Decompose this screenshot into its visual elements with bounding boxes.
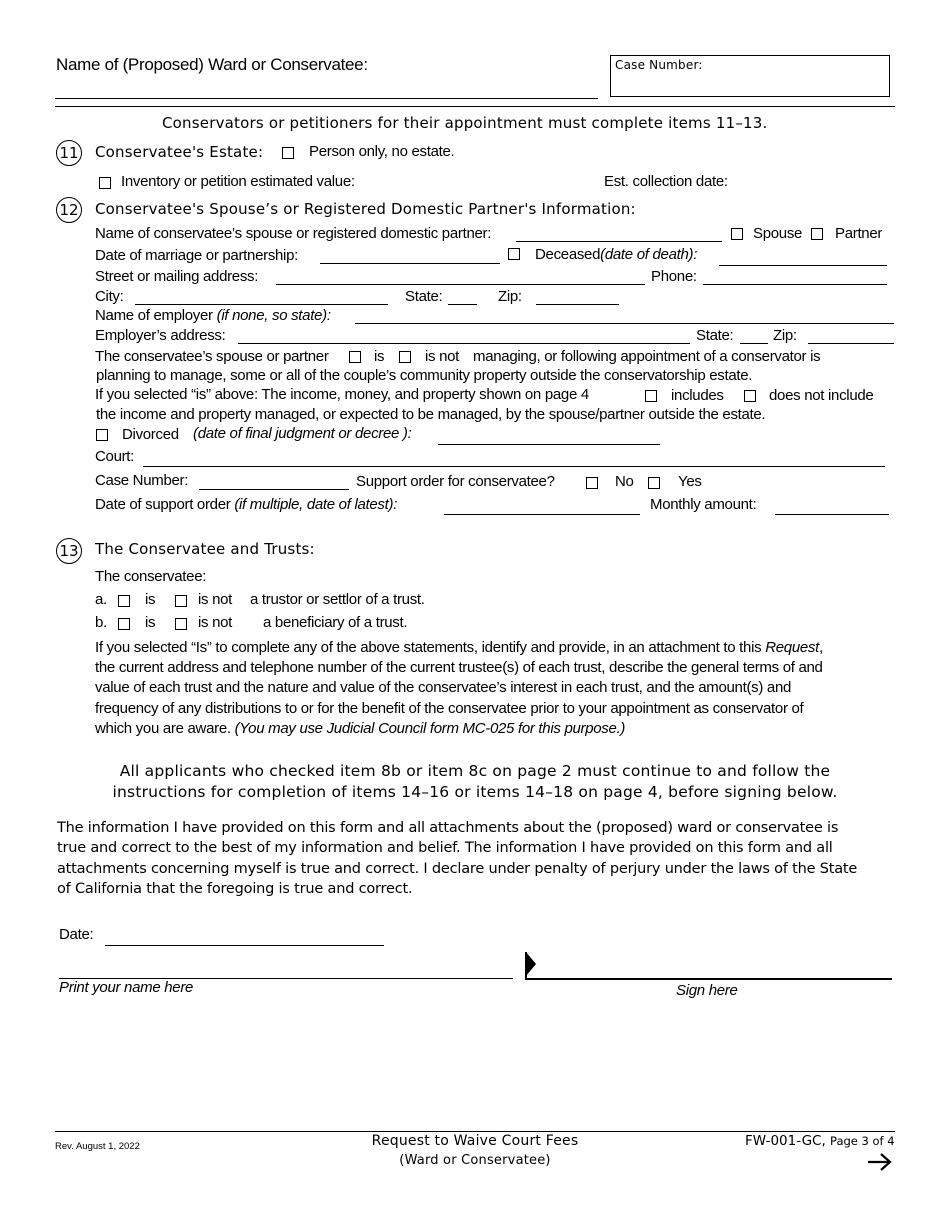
beneficiary-is-not-label: is not: [198, 614, 233, 631]
beneficiary-label: a beneficiary of a trust.: [263, 614, 408, 631]
date-field[interactable]: [105, 945, 384, 946]
beneficiary-is-checkbox[interactable]: [118, 618, 130, 630]
item-12-title: Conservatee's Spouse’s or Registered Domestic Partner's Information:: [95, 200, 636, 218]
not-include-label: does not include: [769, 387, 874, 404]
court-field[interactable]: [143, 466, 885, 467]
trust-para-line-4: frequency of any distributions to or for the benefit of the conservatee prior to your appointment as conservator of: [95, 700, 804, 717]
zip-field[interactable]: [536, 304, 619, 305]
item-13-number: 13: [56, 538, 82, 564]
phone-field[interactable]: [703, 284, 887, 285]
header-rule: [55, 106, 895, 107]
partner-label: Partner: [835, 225, 883, 242]
support-yes-label: Yes: [678, 473, 702, 490]
case-number-12-label: Case Number:: [95, 472, 189, 489]
support-no-checkbox[interactable]: [586, 477, 598, 489]
notice-line-2: instructions for completion of items 14–16 or items 14–18 on page 4, before signing below.: [112, 783, 838, 801]
form-id: FW-001-GC, Page 3 of 4: [745, 1133, 895, 1149]
state-field[interactable]: [448, 304, 477, 305]
state2-field[interactable]: [740, 343, 768, 344]
footer-title: Request to Waive Court Fees: [371, 1133, 579, 1149]
date-support-label: Date of support order (if multiple, date of latest):: [95, 496, 398, 513]
est-collection-label: Est. collection date:: [604, 173, 728, 190]
employer-address-field[interactable]: [238, 343, 690, 344]
case-number-box[interactable]: [610, 55, 890, 97]
not-include-checkbox[interactable]: [744, 390, 756, 402]
divorced-checkbox[interactable]: [96, 429, 108, 441]
monthly-amount-field[interactable]: [775, 514, 889, 515]
trust-para-line-3: value of each trust and the nature and value of the conservatee’s interest in each trust, and the amount(s) and: [95, 679, 792, 696]
declaration-line-3: attachments concerning myself is true and correct. I declare under penalty of perjury under the laws of the State: [57, 861, 858, 877]
partner-checkbox[interactable]: [811, 228, 823, 240]
zip2-field[interactable]: [808, 343, 894, 344]
spouse-name-label: Name of conservatee’s spouse or registered domestic partner:: [95, 225, 492, 242]
divorce-date-label: (date of final judgment or decree ):: [193, 425, 412, 442]
divorce-date-field[interactable]: [438, 444, 660, 445]
item-11-number: 11: [56, 140, 82, 166]
notice-line-1: All applicants who checked item 8b or item 8c on page 2 must continue to and follow the: [119, 762, 831, 780]
trustor-is-checkbox[interactable]: [118, 595, 130, 607]
item-11-title: Conservatee's Estate:: [95, 143, 264, 161]
date-support-field[interactable]: [444, 514, 640, 515]
beneficiary-is-not-checkbox[interactable]: [175, 618, 187, 630]
sign-here-label: Sign here: [676, 982, 738, 999]
monthly-amount-label: Monthly amount:: [650, 496, 757, 513]
item-13-title: The Conservatee and Trusts:: [95, 540, 315, 558]
deceased-label: Deceased(date of death):: [535, 246, 698, 263]
support-yes-checkbox[interactable]: [648, 477, 660, 489]
trustor-is-not-label: is not: [198, 591, 233, 608]
declaration-line-2: true and correct to the best of my information and belief. The information I have provided on this form and all: [57, 840, 833, 856]
intro-text: Conservators or petitioners for their appointment must complete items 11–13.: [162, 114, 768, 132]
state2-label: State:: [696, 327, 734, 344]
item-13-intro: The conservatee:: [95, 568, 207, 585]
item-12-number: 12: [56, 197, 82, 223]
person-only-label: Person only, no estate.: [309, 143, 455, 160]
ward-name-label: Name of (Proposed) Ward or Conservatee:: [56, 55, 368, 74]
inventory-label: Inventory or petition estimated value:: [121, 173, 355, 190]
date-of-death-field[interactable]: [719, 265, 887, 266]
city-field[interactable]: [135, 304, 388, 305]
date-label: Date:: [59, 926, 94, 943]
trustor-is-not-checkbox[interactable]: [175, 595, 187, 607]
trust-para-line-1: If you selected “Is” to complete any of the above statements, identify and provide, in an attachment to this Request,: [95, 639, 823, 656]
zip2-label: Zip:: [773, 327, 797, 344]
zip-label: Zip:: [498, 288, 522, 305]
trust-para-line-2: the current address and telephone number of the current trustee(s) of each trust, describe the general terms of and: [95, 659, 823, 676]
spouse-name-field[interactable]: [516, 241, 722, 242]
support-no-label: No: [615, 473, 634, 490]
next-page-arrow-icon: [866, 1152, 894, 1172]
includes-checkbox[interactable]: [645, 390, 657, 402]
managing-label-a: The conservatee’s spouse or partner: [95, 348, 329, 365]
trustor-is-label: is: [145, 591, 156, 608]
item-13b-letter: b.: [95, 614, 107, 631]
employer-name-field[interactable]: [355, 323, 894, 324]
managing-label-b: managing, or following appointment of a conservator is: [473, 348, 821, 365]
city-label: City:: [95, 288, 124, 305]
selected-label-a: If you selected “is” above: The income, money, and property shown on page 4: [95, 386, 589, 403]
signature-field[interactable]: [526, 978, 892, 980]
support-order-label: Support order for conservatee?: [356, 473, 555, 490]
phone-label: Phone:: [651, 268, 697, 285]
beneficiary-is-label: is: [145, 614, 156, 631]
managing-is-not-label: is not: [425, 348, 460, 365]
footer-subtitle: (Ward or Conservatee): [399, 1153, 551, 1168]
date-marriage-label: Date of marriage or partnership:: [95, 247, 299, 264]
trustor-label: a trustor or settlor of a trust.: [250, 591, 425, 608]
managing-is-not-checkbox[interactable]: [399, 351, 411, 363]
employer-address-label: Employer’s address:: [95, 327, 226, 344]
state-label: State:: [405, 288, 443, 305]
includes-label: includes: [671, 387, 724, 404]
trust-para-line-5: which you are aware. (You may use Judicial Council form MC-025 for this purpose.): [95, 720, 626, 737]
declaration-line-1: The information I have provided on this form and all attachments about the (proposed) ward or conservatee is: [57, 820, 839, 836]
case-number-12-field[interactable]: [199, 489, 349, 490]
print-name-label: Print your name here: [59, 979, 194, 996]
managing-is-label: is: [374, 348, 385, 365]
divorced-label: Divorced: [122, 426, 179, 443]
case-number-label: Case Number:: [615, 58, 703, 72]
managing-is-checkbox[interactable]: [349, 351, 361, 363]
employer-name-label: Name of employer (if none, so state):: [95, 307, 331, 324]
street-field[interactable]: [276, 284, 645, 285]
item-13a-letter: a.: [95, 591, 107, 608]
ward-name-field[interactable]: [55, 98, 598, 99]
declaration-line-4: of California that the foregoing is true and correct.: [57, 881, 413, 897]
spouse-checkbox[interactable]: [731, 228, 743, 240]
managing-label-c: planning to manage, some or all of the couple’s community property outside the conservatorship estate.: [96, 367, 753, 384]
date-marriage-field[interactable]: [320, 263, 500, 264]
person-only-checkbox[interactable]: [282, 147, 294, 159]
court-label: Court:: [95, 448, 135, 465]
street-label: Street or mailing address:: [95, 268, 259, 285]
deceased-checkbox[interactable]: [508, 248, 520, 260]
revision-date: Rev. August 1, 2022: [55, 1141, 140, 1152]
spouse-label: Spouse: [753, 225, 803, 242]
selected-label-b: the income and property managed, or expected to be managed, by the spouse/partner outside the estate.: [96, 406, 766, 423]
inventory-checkbox[interactable]: [99, 177, 111, 189]
